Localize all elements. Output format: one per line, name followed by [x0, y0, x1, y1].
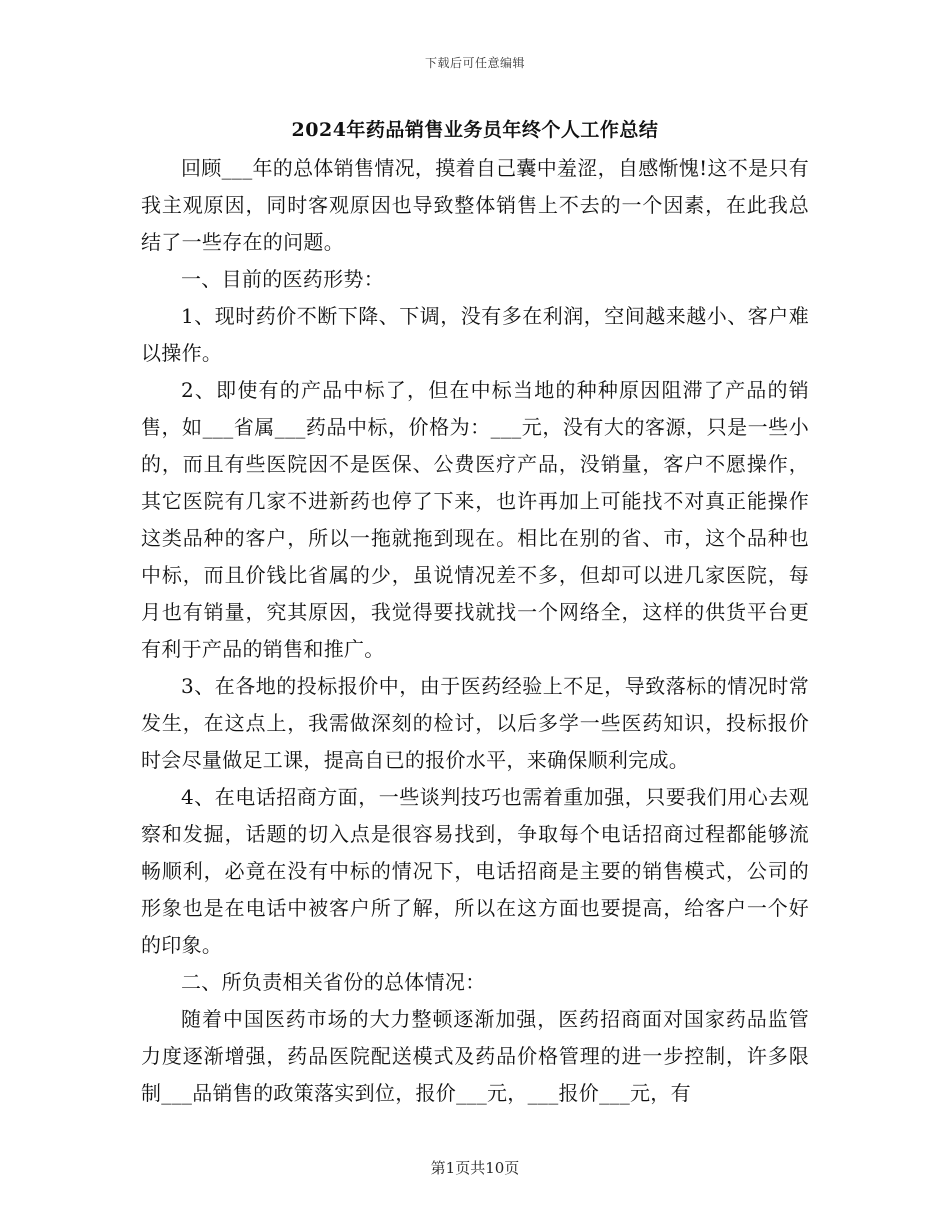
paragraph-item-4: 4、在电话招商方面，一些谈判技巧也需着重加强，只要我们用心去观察和发掘，话题的切入点是很容易找到，争取每个电话招商过程都能够流畅顺利，必竟在没有中标的情况下，电话招商是主要的销售模式，公司的形象也是在电话中被客户所了解，所以在这方面也要提高，给客户一个好的印象。 [141, 785, 809, 957]
document-title: 2024年药品销售业务员年终个人工作总结 [291, 119, 659, 141]
section-heading-2: 二、所负责相关省份的总体情况： [181, 970, 486, 994]
paragraph-intro: 回顾___年的总体销售情况，摸着自己囊中羞涩，自感惭愧!这不是只有我主观原因，同时客观原因也导致整体销售上不去的一个因素，在此我总结了一些存在的问题。 [141, 156, 809, 254]
paragraph-item-1: 1、现时药价不断下降、下调，没有多在利润，空间越来越小、客户难以操作。 [141, 304, 809, 365]
document-body [141, 150, 809, 1112]
section-heading-1: 一、目前的医药形势： [181, 267, 384, 291]
page-number: 第1页共10页 [430, 1159, 520, 1177]
paragraph-item-3: 3、在各地的投标报价中，由于医药经验上不足，导致落标的情况时常发生，在这点上，我需做深刻的检讨，以后多学一些医药知识，投标报价时会尽量做足工课，提高自已的报价水平，来确保顺利完成。 [141, 674, 809, 772]
header-note: 下载后可任意编辑 [424, 56, 525, 70]
paragraph-provinces: 随着中国医药市场的大力整顿逐渐加强，医药招商面对国家药品监管力度逐渐增强，药品医院配送模式及药品价格管理的进一步控制，许多限制___品销售的政策落实到位，报价___元，___报价___元，有 [141, 1007, 809, 1105]
paragraph-item-2: 2、即使有的产品中标了，但在中标当地的种种原因阻滞了产品的销售，如___省属___药品中标，价格为：___元，没有大的客源，只是一些小的，而且有些医院因不是医保、公费医疗产品，没销量，客户不愿操作，其它医院有几家不进新药也停了下来，也许再加上可能找不对真正能操作这类品种的客户，所以一拖就拖到现在。相比在别的省、市，这个品种也中标，而且价钱比省属的少，虽说情况差不多，但却可以进几家医院，每月也有销量，究其原因，我觉得要找就找一个网络全，这样的供货平台更有利于产品的销售和推广。 [141, 378, 809, 661]
